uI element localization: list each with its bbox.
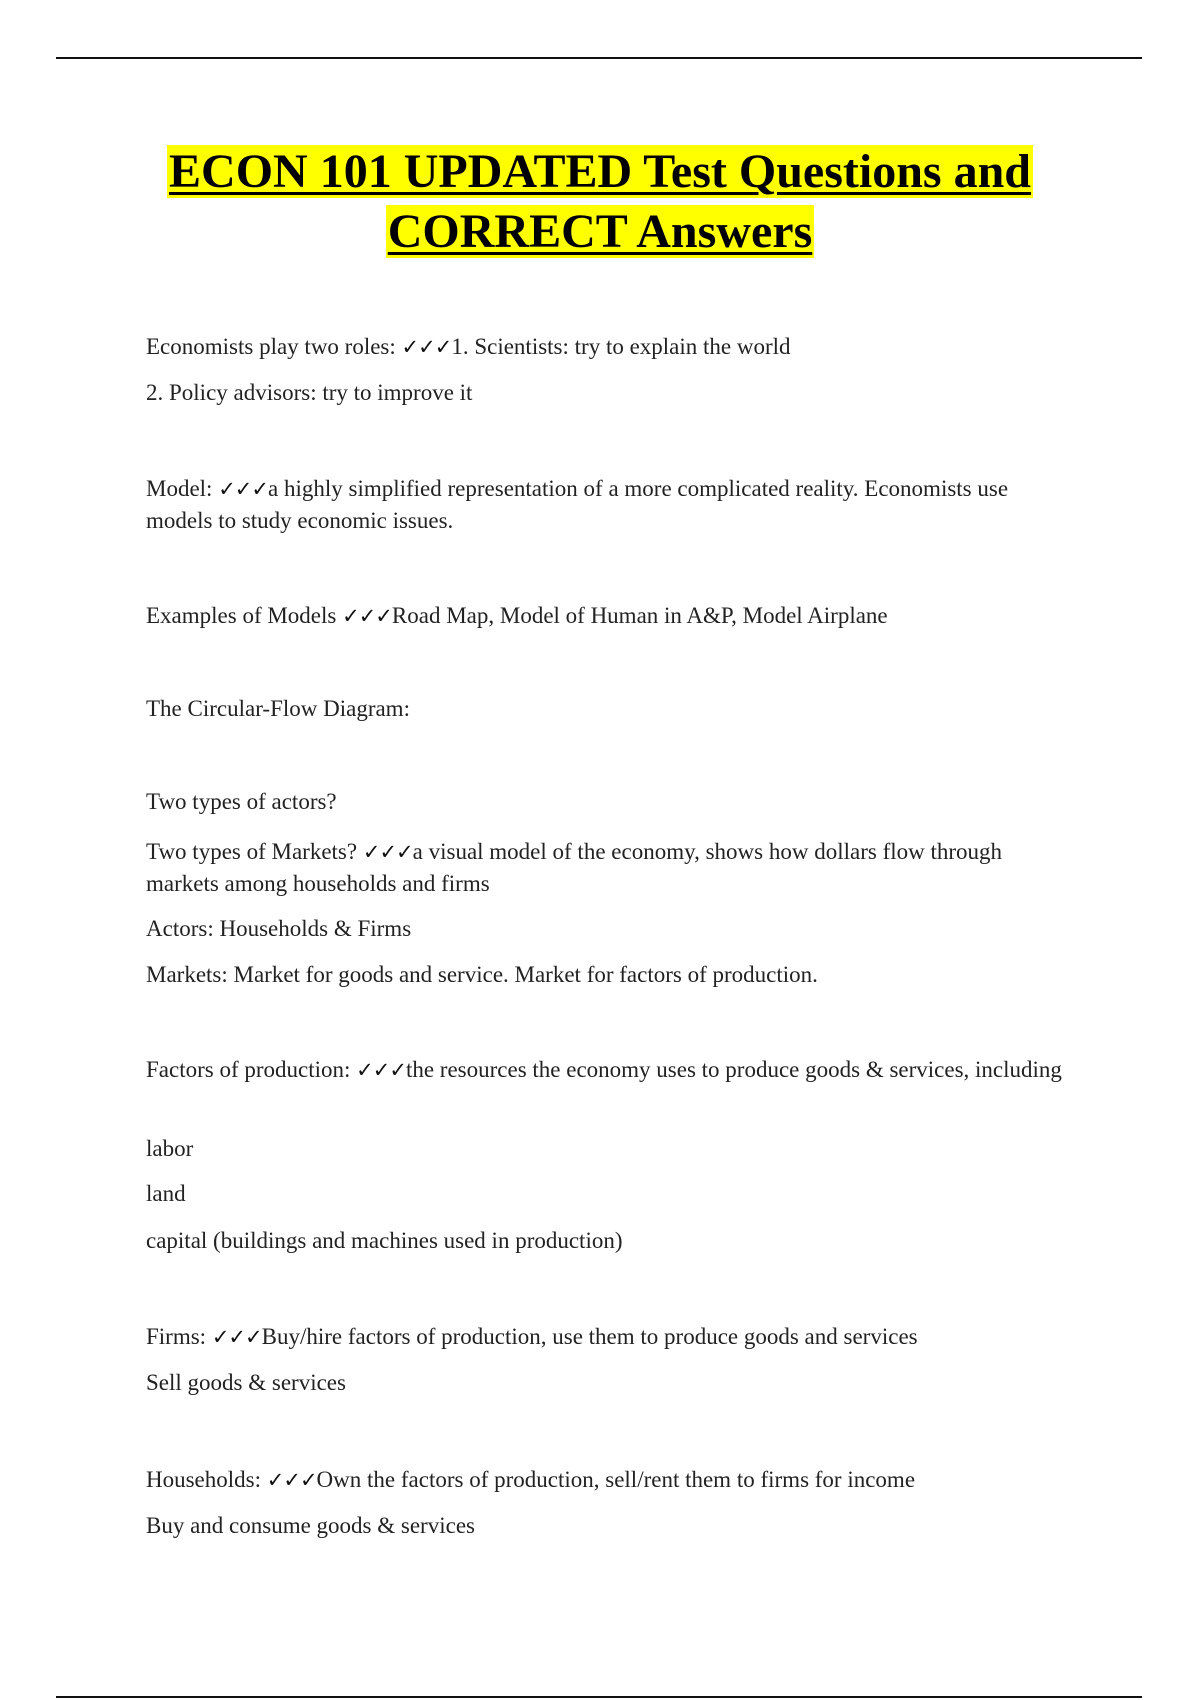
- markets-markets-line: Markets: Market for goods and service. Market for factors of production.: [146, 962, 818, 987]
- checkmark-icon: ✓✓✓: [356, 1058, 406, 1082]
- term-actors-question: Two types of actors?: [146, 789, 337, 814]
- bottom-rule: [56, 1696, 1142, 1698]
- document-title: [100, 142, 1100, 262]
- firms-line-2: Sell goods & services: [146, 1370, 346, 1395]
- answer-households: Own the factors of production, sell/rent them to firms for income: [316, 1467, 916, 1492]
- checkmark-icon: ✓✓✓: [211, 1325, 262, 1349]
- top-rule: [56, 57, 1142, 59]
- qa-markets: [146, 836, 1076, 899]
- title-line-2: CORRECT Answers: [387, 205, 813, 258]
- checkmark-icon: ✓✓✓: [362, 840, 413, 864]
- answer-factors: the resources the economy uses to produce goods & services, including: [405, 1057, 1062, 1082]
- answer-examples: Road Map, Model of Human in A&P, Model Airplane: [391, 603, 888, 628]
- answer-roles: 1. Scientists: try to explain the world: [451, 334, 791, 359]
- checkmark-icon: ✓✓✓: [401, 335, 452, 359]
- factor-labor: labor: [146, 1136, 194, 1161]
- households-line-2: Buy and consume goods & services: [146, 1513, 475, 1538]
- answer-firms: Buy/hire factors of production, use them to produce goods and services: [261, 1324, 918, 1349]
- factor-capital: capital (buildings and machines used in production): [146, 1228, 623, 1253]
- qa-factors: [146, 1054, 1076, 1086]
- qa-households: [146, 1464, 1076, 1496]
- answer-model: a highly simplified representation of a more complicated reality. Economists use models to study economic issues.: [146, 476, 1009, 533]
- term-markets: Two types of Markets?: [146, 839, 363, 864]
- qa-model: [146, 473, 1076, 536]
- factor-land: land: [146, 1181, 186, 1206]
- answer-markets: a visual model of the economy, shows how dollars flow through markets among households and firms: [146, 839, 1003, 896]
- checkmark-icon: ✓✓✓: [342, 604, 392, 628]
- term-model: Model:: [146, 476, 219, 501]
- title-line-1: ECON 101 UPDATED Test Questions and: [169, 145, 1031, 198]
- qa-roles: [146, 331, 1076, 363]
- term-circular-flow: The Circular-Flow Diagram:: [146, 696, 410, 721]
- roles-line-2: 2. Policy advisors: try to improve it: [146, 380, 473, 405]
- qa-examples: [146, 600, 1076, 632]
- qa-firms: [146, 1321, 1076, 1353]
- term-firms: Firms:: [146, 1324, 212, 1349]
- checkmark-icon: ✓✓✓: [266, 1468, 317, 1492]
- term-examples: Examples of Models: [146, 603, 343, 628]
- markets-actors-line: Actors: Households & Firms: [146, 916, 412, 941]
- term-roles: Economists play two roles:: [146, 334, 402, 359]
- term-households: Households:: [146, 1467, 267, 1492]
- checkmark-icon: ✓✓✓: [218, 477, 268, 501]
- term-factors: Factors of production:: [146, 1057, 357, 1082]
